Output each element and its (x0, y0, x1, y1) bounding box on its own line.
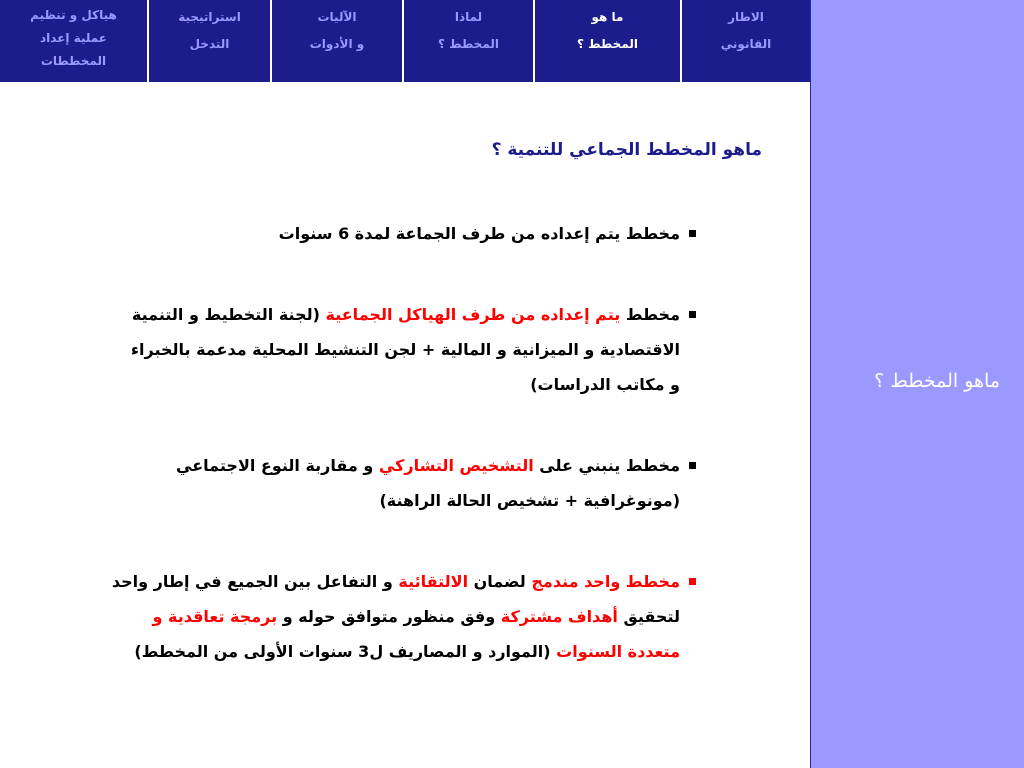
slide-title: ماهو المخطط الجماعي للتنمية ؟ (491, 140, 762, 160)
bullet-marker (689, 462, 696, 469)
bullet-text-segment: أهداف مشتركة (500, 607, 618, 626)
nav-tab-label-line: و الأدوات (309, 37, 365, 51)
nav-tab-label-line: الاطار (728, 10, 764, 24)
nav-tab-label-line: المخططات (40, 54, 107, 68)
nav-tab-label-line: هياكل و تنظيم (30, 8, 117, 22)
bullet-text-segment: مخطط واحد مندمج (531, 572, 680, 591)
bullet-marker (689, 578, 696, 585)
sidebar-section-label: ماهو المخطط ؟ (874, 370, 1000, 392)
bullet-text-segment: (لجنة التخطيط و التنمية (131, 305, 326, 324)
bullet-text-segment: و مقاربة النوع الاجتماعي (176, 456, 379, 475)
bullet-text-segment: التشخيص التشاركي (378, 456, 534, 475)
nav-tab-label-line: التدخل (189, 37, 230, 51)
nav-tab-label-line: استراتيجية (178, 10, 241, 24)
bullet-item (16, 297, 697, 402)
bullet-text-segment: برمجة تعاقدية و (152, 607, 278, 626)
bullet-line (16, 332, 680, 367)
top-navigation-bar (0, 0, 810, 82)
bullet-line (16, 599, 680, 634)
bullet-text-segment: يتم إعداده من طرف الهياكل الجماعية (325, 305, 621, 324)
nav-tab-why-plan[interactable] (402, 0, 533, 82)
bullet-marker (689, 230, 696, 237)
bullet-text-segment: (الموارد و المصاريف ل3 سنوات الأولى من المخطط) (134, 642, 557, 661)
nav-tab-label-line: لماذا (454, 10, 483, 24)
bullet-text-segment: مخطط ينبني على (533, 456, 680, 475)
bullet-marker (689, 311, 696, 318)
nav-tab-label-line: ما هو (591, 10, 624, 24)
nav-tab-label-line: المخطط ؟ (577, 37, 638, 51)
bullet-item (16, 216, 697, 251)
nav-tab-label-line: عملية إعداد (39, 31, 107, 45)
bullet-line (16, 216, 680, 251)
bullet-text-segment: متعددة السنوات (556, 642, 680, 661)
nav-tab-label-line: المخطط ؟ (438, 37, 499, 51)
nav-tab-label-line: الآليات (317, 10, 357, 24)
bullet-item (16, 448, 697, 518)
bullet-line (16, 448, 680, 483)
nav-tab-structures-organization[interactable] (0, 0, 147, 82)
bullet-line (16, 367, 680, 402)
bullet-text-segment: مخطط (620, 305, 680, 324)
bullet-item (16, 564, 697, 669)
bullet-text-segment: لضمان (468, 572, 532, 591)
bullet-text-segment: مخطط يتم إعداده من طرف الجماعة لمدة 6 سنوات (278, 224, 680, 243)
bullet-list (16, 216, 697, 669)
nav-tab-label-line: القانوني (720, 37, 772, 51)
bullet-line (16, 297, 680, 332)
bullet-text-segment: وفق منظور متوافق حوله و (277, 607, 501, 626)
bullet-text-segment: الاقتصادية و الميزانية و المالية + لجن التنشيط المحلية مدعمة بالخبراء (130, 340, 680, 359)
nav-tab-what-is-plan[interactable] (533, 0, 680, 82)
bullet-text-segment: لتحقيق (617, 607, 680, 626)
bullet-text-segment: و مكاتب الدراسات) (530, 375, 680, 394)
bullet-line (16, 564, 680, 599)
bullet-text-segment: الالتقائية (398, 572, 469, 591)
sidebar (810, 0, 1024, 768)
nav-tab-mechanisms-tools[interactable] (270, 0, 402, 82)
bullet-line (16, 634, 680, 669)
nav-tab-legal-framework[interactable] (680, 0, 810, 82)
nav-tab-intervention-strategy[interactable] (147, 0, 270, 82)
bullet-text-segment: و التفاعل بين الجميع في إطار واحد (111, 572, 399, 591)
bullet-line (16, 483, 680, 518)
bullet-text-segment: (مونوغرافية + تشخيص الحالة الراهنة) (379, 491, 680, 510)
